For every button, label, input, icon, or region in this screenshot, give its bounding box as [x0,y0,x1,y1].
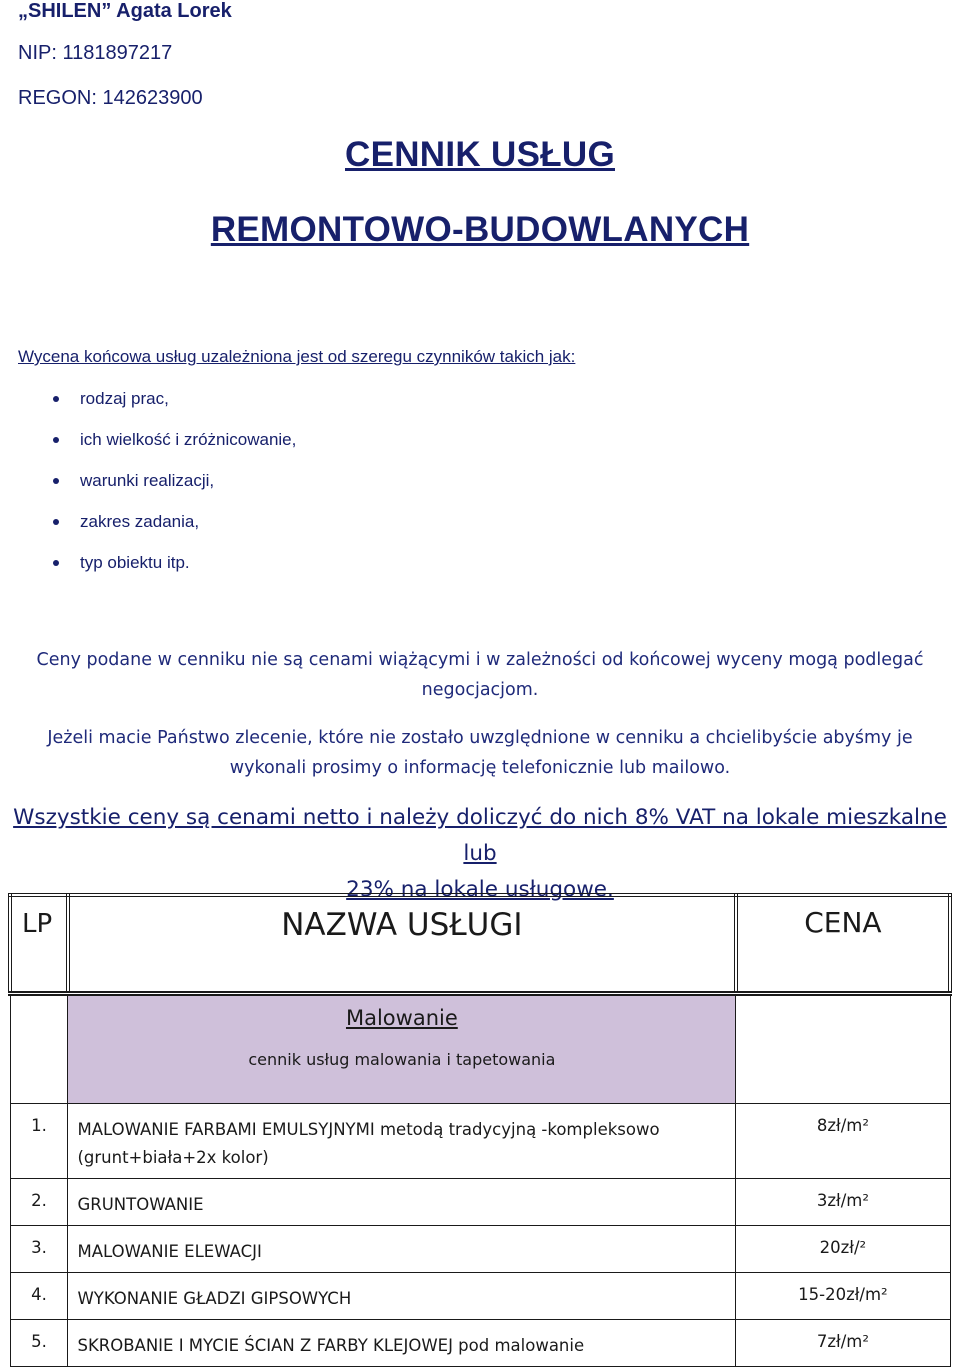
row-price: 3zł/m² [736,1179,950,1226]
bullet-icon [53,437,59,443]
list-item: typ obiektu itp. [16,553,296,594]
row-service-name: MALOWANIE FARBAMI EMULSYJNYMI metodą tradycyjną -kompleksowo (grunt+biała+2x kolor) [68,1104,736,1179]
table-row [10,1226,950,1273]
row-lp: 1. [10,1104,68,1179]
bullet-icon [53,560,59,566]
row-service-name: GRUNTOWANIE [68,1179,736,1226]
row-price: 8zł/m² [736,1104,950,1179]
list-item: rodzaj prac, [16,389,296,430]
list-item: warunki realizacji, [16,471,296,512]
row-lp: 2. [10,1179,68,1226]
row-lp: 3. [10,1226,68,1273]
row-price: 20zł/² [736,1226,950,1273]
page-title-line2: REMONTOWO-BUDOWLANYCH [210,210,750,249]
company-name: „SHILEN” Agata Lorek [18,0,232,22]
bullet-icon [53,478,59,484]
row-lp: 5. [10,1320,68,1367]
category-subtitle: cennik usług malowania i tapetowania [248,1050,556,1069]
row-service-name: MALOWANIE ELEWACJI [68,1226,736,1273]
category-title: Malowanie [345,1006,458,1030]
company-nip: NIP: 1181897217 [18,42,173,64]
header-price: CENA [736,895,950,994]
table-header-row [10,895,950,994]
intro-text: Wycena końcowa usług uzależniona jest od szeregu czynników takich jak: [18,347,576,366]
row-price: 15-20zł/m² [736,1273,950,1320]
bullet-icon [53,396,59,402]
negotiation-note: Ceny podane w cenniku nie są cenami wiążącymi i w zależności od końcowej wyceny mogą podlegać negocjacjom. [36,650,924,700]
category-row [10,994,950,1104]
table-row [10,1273,950,1320]
company-regon: REGON: 142623900 [18,87,203,109]
table-row [10,1179,950,1226]
row-service-name: WYKONANIE GŁADZI GIPSOWYCH [68,1273,736,1320]
factors-list [16,389,296,594]
category-cell [68,994,736,1104]
table-row [10,1320,950,1367]
header-service-name: NAZWA USŁUGI [68,895,736,994]
row-price: 7zł/m² [736,1320,950,1367]
price-table [8,893,952,1367]
list-item: ich wielkość i zróżnicowanie, [16,430,296,471]
row-lp: 4. [10,1273,68,1320]
header-lp: LP [10,895,68,994]
bullet-icon [53,519,59,525]
vat-note: Wszystkie ceny są cenami netto i należy doliczyć do nich 8% VAT na lokale mieszkalne lub 23% na lokale usługowe. [13,805,947,902]
table-row [10,1104,950,1179]
list-item: zakres zadania, [16,512,296,553]
contact-note: Jeżeli macie Państwo zlecenie, które nie zostało uwzględnione w cenniku a chcielibyście abyśmy je wykonali prosimy o informację telefonicznie lub mailowo. [47,728,913,778]
row-service-name: SKROBANIE I MYCIE ŚCIAN Z FARBY KLEJOWEJ pod malowanie [68,1320,736,1367]
page-title-line1: CENNIK USŁUG [345,135,615,174]
